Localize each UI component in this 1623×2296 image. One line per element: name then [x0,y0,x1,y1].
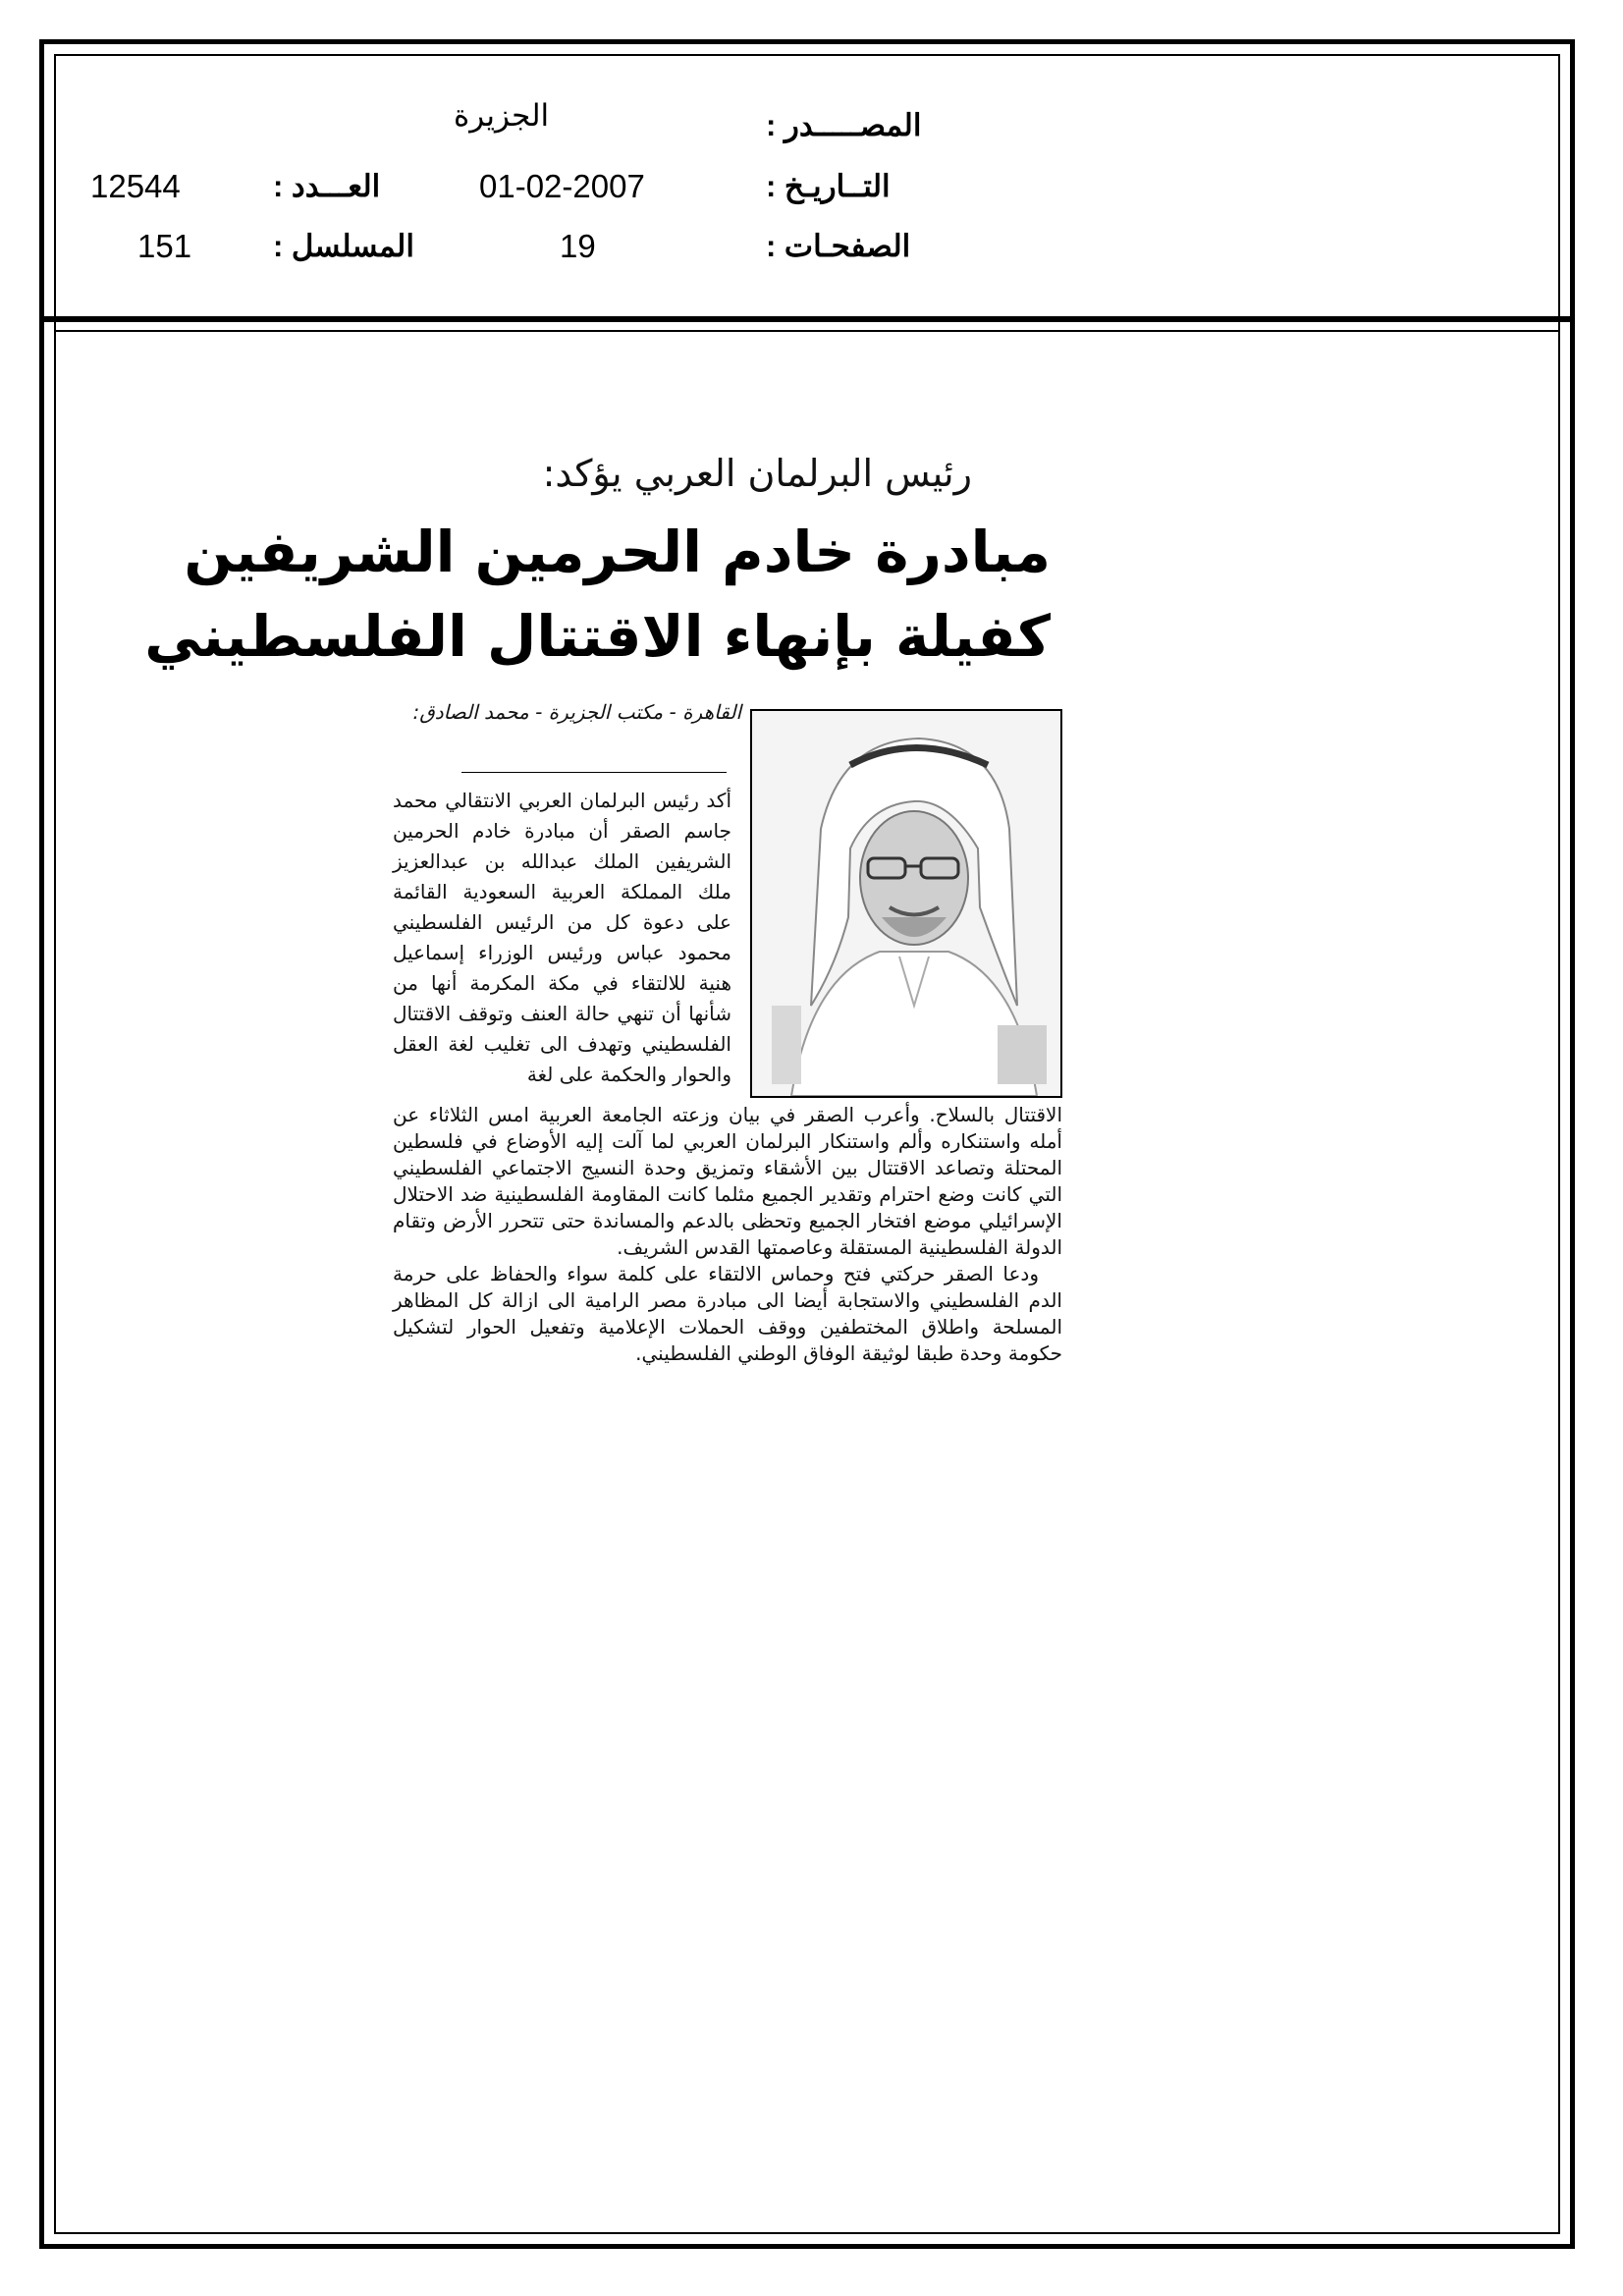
article-paragraph-2: ودعا الصقر حركتي فتح وحماس الالتقاء على كلمة سواء والحفاظ على حرمة الدم الفلسطيني والاستجابة أيضا الى مبادرة مصر الرامية الى ازالة كل المظاهر المسلحة واطلاق المختطفين ووقف الحملات الإعلامية وتفعيل الحوار لتشكيل حكومة وحدة طبقا لوثيقة الوفاق الوطني الفلسطيني. [393,1262,1062,1365]
source-label: المصـــــدر : [766,108,922,142]
article-byline: القاهرة - مكتب الجزيرة - محمد الصادق: [412,700,741,724]
date-value: 01-02-2007 [479,168,645,204]
portrait-illustration [752,711,1060,1096]
headline-line-1: مبادرة خادم الحرمين الشريفين [184,519,1051,585]
serial-value: 151 [137,228,192,264]
article-body [393,1102,1062,1367]
issue-value: 12544 [90,168,181,204]
header-divider-thin [54,330,1560,332]
pages-value: 19 [560,228,596,264]
article-kicker: رئيس البرلمان العربي يؤكد: [542,452,972,495]
header-divider [39,316,1575,322]
serial-label: المسلسل : [273,229,414,263]
byline-divider [461,772,727,773]
article-paragraph-1: الاقتتال بالسلاح. وأعرب الصقر في بيان وزعته الجامعة العربية امس الثلاثاء عن أمله واستنكاره وألم واستنكار البرلمان العربي لما آلت إليه الأوضاع في فلسطين المحتلة وتصاعد الاقتتال بين الأشقاء وتمزيق وحدة النسيج الاجتماعي الفلسطيني التي كانت وضع احترام وتقدير الجميع مثلما كانت المقاومة الفلسطينية ضد الاحتلال الإسرائيلي موضع افتخار الجميع وتحظى بالدعم والمساندة حتى تتحرر الأرض وتقام الدولة الفلسطينية المستقلة وعاصمتها القدس الشريف. [393,1103,1062,1259]
date-label: التــاريـخ : [766,169,891,203]
article-column-text: أكد رئيس البرلمان العربي الانتقالي محمد جاسم الصقر أن مبادرة خادم الحرمين الشريفين الملك عبدالله بن عبدالعزيز ملك المملكة العربية السعودية القائمة على دعوة كل من الرئيس الفلسطيني محمود عباس ورئيس الوزراء إسماعيل هنية للالتقاء في مكة المكرمة أنها من شأنها أن تنهي حالة العنف وتوقف الاقتتال الفلسطيني وتهدف الى تغليب لغة العقل والحوار والحكمة على لغة [393,789,731,1086]
headline-line-2: كفيلة بإنهاء الاقتتال الفلسطيني [144,603,1051,670]
pages-label: الصفحـات : [766,229,911,263]
source-value: الجزيرة [454,98,550,133]
issue-label: العـــدد : [273,169,381,203]
portrait-photo [750,709,1062,1098]
